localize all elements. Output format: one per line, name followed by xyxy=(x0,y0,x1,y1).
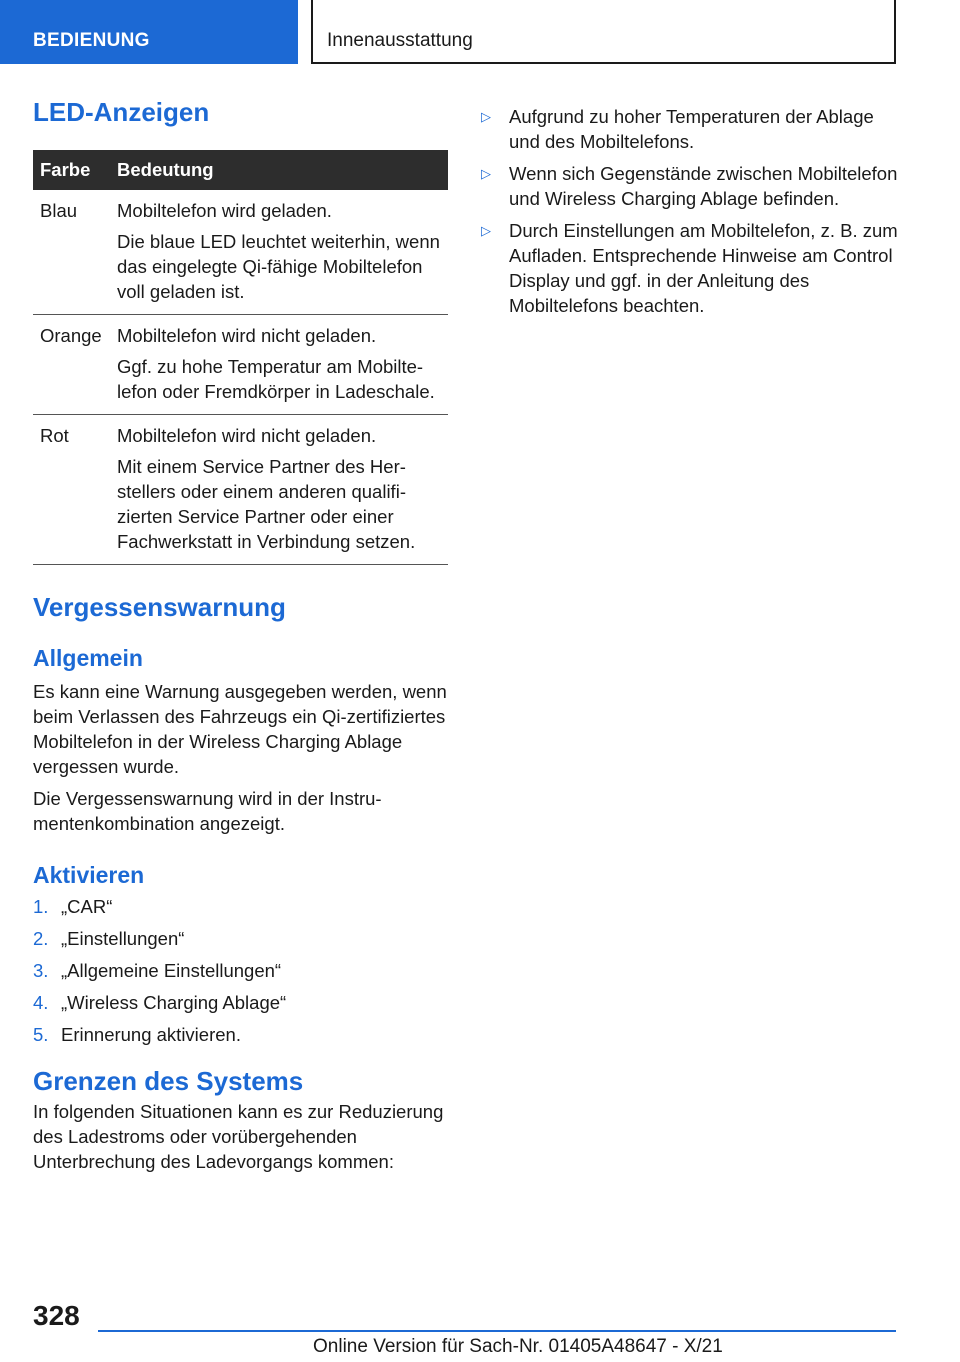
cell-color: Rot xyxy=(33,415,107,565)
led-heading: LED-Anzeigen xyxy=(33,97,210,127)
meaning-line2: Mit einem Service Partner des Herstellers oder einem anderen qualifizierten Service Partner oder einer Fachwerkstatt in Verbindung setzen. xyxy=(117,456,416,552)
header-color: Farbe xyxy=(33,150,107,190)
limits-heading: Grenzen des Systems xyxy=(33,1066,304,1096)
list-item xyxy=(481,104,901,154)
led-table xyxy=(33,150,448,565)
cell-meaning xyxy=(107,315,448,415)
list-item xyxy=(33,990,448,1015)
step-text: „Wireless Charging Ablage“ xyxy=(61,992,287,1013)
limits-intro: In folgenden Situationen kann es zur Reduzierung des Ladestroms oder vorübergehenden Unterbrechung des Ladevorgangs kommen: xyxy=(33,1101,444,1172)
step-number: 2. xyxy=(33,928,49,949)
warning-heading: Vergessenswarnung xyxy=(33,592,286,622)
list-item xyxy=(481,218,901,318)
limits-bullets xyxy=(481,104,901,318)
meaning-line1: Mobiltelefon wird nicht geladen. xyxy=(117,325,377,346)
step-text: „Einstellungen“ xyxy=(61,928,185,949)
meaning-line2: Die blaue LED leuchtet weiterhin, wenn das eingelegte Qi-fähige Mobiltelefon voll geladen ist. xyxy=(117,231,440,302)
activate-steps xyxy=(33,894,448,1047)
general-paragraph-2: Die Vergessenswarnung wird in der Instrumentenkombination angezeigt. xyxy=(33,788,382,834)
left-column xyxy=(33,96,448,1174)
cell-meaning xyxy=(107,415,448,565)
general-paragraph-1: Es kann eine Warnung ausgegeben werden, wenn beim Verlassen des Fahrzeugs ein Qi-zertifiziertes Mobiltelefon in der Wireless Charging Ablage vergessen wurde. xyxy=(33,681,447,777)
list-item xyxy=(33,1022,448,1047)
bullet-text: Wenn sich Gegenstände zwischen Mobiltelefon und Wireless Charging Ablage befinden. xyxy=(509,163,898,209)
triangle-bullet-icon: ▷ xyxy=(481,223,491,238)
page-number: 328 xyxy=(33,1300,80,1331)
footer-version-text: Online Version für Sach-Nr. 01405A48647 - X/21 xyxy=(313,1336,723,1357)
section-tab xyxy=(0,0,298,64)
list-item xyxy=(33,958,448,983)
step-number: 5. xyxy=(33,1024,49,1045)
cell-color: Orange xyxy=(33,315,107,415)
table-header-row xyxy=(33,150,448,190)
meaning-line2: Ggf. zu hohe Temperatur am Mobiltelefon oder Fremdkörper in Ladeschale. xyxy=(117,356,435,402)
chapter-title: Innenausstattung xyxy=(327,30,473,51)
step-text: „CAR“ xyxy=(61,896,113,917)
bullet-text: Durch Einstellungen am Mobiltelefon, z. B. zum Aufladen. Entsprechende Hinweise am Control Display und ggf. in der Anleitung des Mobiltelefons beachten. xyxy=(509,220,898,316)
step-number: 3. xyxy=(33,960,49,981)
table-row xyxy=(33,315,448,415)
footer-divider xyxy=(98,1330,896,1332)
chapter-header xyxy=(311,0,896,64)
table-row xyxy=(33,415,448,565)
right-column xyxy=(481,104,901,325)
list-item xyxy=(33,926,448,951)
activate-heading: Aktivieren xyxy=(33,862,145,888)
triangle-bullet-icon: ▷ xyxy=(481,109,491,124)
cell-color: Blau xyxy=(33,190,107,315)
list-item xyxy=(33,894,448,919)
general-heading: Allgemein xyxy=(33,645,143,671)
triangle-bullet-icon: ▷ xyxy=(481,166,491,181)
header-meaning: Bedeutung xyxy=(107,150,448,190)
table-row xyxy=(33,190,448,315)
bullet-text: Aufgrund zu hoher Temperaturen der Ablage und des Mobiltelefons. xyxy=(509,106,874,152)
step-number: 1. xyxy=(33,896,49,917)
meaning-line1: Mobiltelefon wird nicht geladen. xyxy=(117,425,377,446)
step-text: „Allgemeine Einstellungen“ xyxy=(61,960,282,981)
step-number: 4. xyxy=(33,992,49,1013)
meaning-line1: Mobiltelefon wird geladen. xyxy=(117,200,332,221)
section-title: BEDIENUNG xyxy=(33,30,150,51)
list-item xyxy=(481,161,901,211)
step-text: Erinnerung aktivieren. xyxy=(61,1024,241,1045)
cell-meaning xyxy=(107,190,448,315)
